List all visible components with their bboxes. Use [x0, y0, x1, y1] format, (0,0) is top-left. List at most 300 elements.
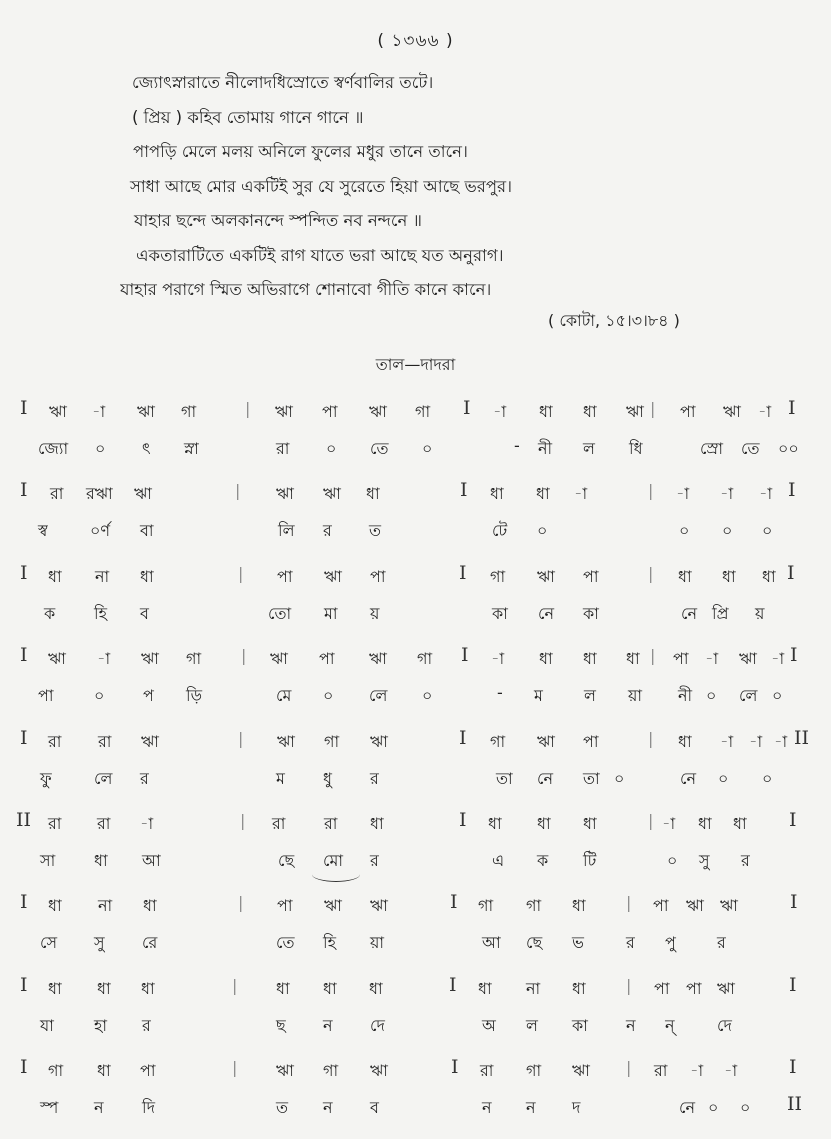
bar-line: I [20, 561, 28, 584]
bar-line: | [232, 975, 238, 995]
lyric-syllable: প্রি [712, 603, 729, 623]
bar-line: | [650, 399, 656, 418]
lyric-syllable: ফু [40, 768, 52, 788]
swara-note: ঋা [134, 484, 152, 504]
lyric-syllable-row [0, 430, 831, 466]
lyric-syllable: মে [276, 686, 292, 706]
lyric-syllable: র [370, 768, 379, 788]
swara-note: ধা [276, 978, 290, 998]
lyric-syllable: রা [276, 439, 290, 458]
lyric-syllable: ন্ [665, 1015, 675, 1035]
lyric-syllable-row [0, 595, 831, 631]
swara-note: গা [324, 731, 340, 751]
lyric-line: যাহার পরাগে স্মিত অভিরাগে শোনাবো গীতি কানে কানে। [120, 280, 492, 299]
lyric-syllable: ০ [679, 521, 690, 541]
swara-note: পা [277, 896, 293, 916]
swara-note: রা [48, 731, 62, 751]
swara-note: পা [277, 566, 293, 586]
lyric-syllable: ০ [614, 768, 625, 788]
swara-note: ঋা [626, 402, 644, 421]
swara-note: ধা [537, 813, 551, 833]
swara-note: ঋা [717, 978, 735, 998]
bar-line: I [460, 479, 468, 502]
bar-line: I [790, 644, 798, 667]
lyric-syllable: র [717, 933, 726, 953]
lyric-syllable: নে [680, 768, 697, 788]
bar-line: | [238, 893, 244, 913]
swara-note: ঋা [48, 649, 66, 669]
lyric-syllable: প [143, 686, 154, 706]
lyric-syllable: ০ [667, 850, 678, 870]
slur-mark [312, 867, 360, 882]
lyric-syllable: ক [44, 603, 56, 623]
swara-note: গা [417, 649, 433, 669]
swara-note: রা [48, 813, 62, 833]
swara-note: -া [724, 1061, 738, 1081]
lyric-syllable: দে [717, 1015, 732, 1035]
lyric-syllable-row [0, 677, 831, 713]
swara-note: ঋা [141, 731, 159, 751]
bar-line: | [650, 646, 656, 666]
swara-note: পা [686, 978, 702, 998]
swara-note: ঋা [572, 1061, 590, 1081]
notation-staff [0, 558, 831, 640]
swara-note: -া [774, 731, 788, 751]
lyric-syllable: বা [140, 521, 154, 541]
bar-line: I [461, 644, 469, 667]
swara-note: ঋা [686, 896, 704, 916]
lyric-syllable: র [323, 521, 332, 541]
lyric-syllable: ০ [94, 686, 105, 706]
lyric-syllable: ব [370, 1098, 379, 1118]
lyric-syllable: য় [755, 603, 765, 623]
swara-note: ঋা [270, 649, 288, 669]
bar-line: | [626, 975, 632, 995]
lyric-syllable: এ [492, 850, 505, 870]
lyric-syllable: ০র্ণ [90, 521, 111, 541]
lyric-syllable: ব [140, 603, 149, 623]
swara-note: ঋা [370, 1061, 388, 1081]
swara-note: ধা [323, 978, 337, 998]
swara-note: পা [654, 978, 670, 998]
bar-line: I [788, 479, 796, 502]
lyric-syllable: য় [370, 603, 380, 623]
lyric-syllable: ল [583, 439, 595, 458]
lyric-syllable: নে [681, 603, 698, 623]
lyric-syllable: কা [583, 603, 599, 623]
lyric-syllable: ন [482, 1098, 492, 1118]
swara-note: -া [92, 402, 106, 421]
lyric-syllable: ০ [722, 521, 733, 541]
lyric-syllable: র [741, 850, 750, 870]
lyric-syllable: ছে [278, 850, 295, 870]
swara-note: ধা [48, 566, 62, 586]
lyric-syllable: য়া [628, 686, 643, 706]
swara-note: রা [50, 484, 64, 504]
bar-line: | [648, 810, 654, 830]
lyric-syllable: স্রো [700, 439, 723, 458]
lyric-syllable: আ [142, 850, 161, 870]
swara-note: গা [490, 566, 506, 586]
bar-line: I [789, 973, 797, 996]
lyric-syllable: তা [496, 768, 513, 788]
notation-staff [0, 640, 831, 722]
swara-note: গা [48, 1061, 64, 1081]
swara-note: পা [653, 896, 669, 916]
bar-line: | [648, 563, 654, 583]
lyric-syllable-row [0, 842, 831, 878]
swara-note: না [98, 896, 113, 916]
swara-row [0, 475, 831, 511]
lyric-syllable: ০ [326, 439, 337, 458]
lyric-syllable: লে [739, 686, 758, 706]
swara-note: ঋা [277, 731, 295, 751]
swara-note: রা [98, 731, 112, 751]
lyric-syllable: নী [678, 686, 693, 706]
swara-note: রঋা [86, 484, 113, 504]
lyric-syllable: ০ [706, 686, 717, 706]
swara-note: ঋা [720, 896, 738, 916]
lyric-syllable: ম [534, 686, 543, 706]
bar-line: | [238, 563, 244, 583]
swara-note: -া [771, 649, 785, 669]
lyric-syllable: ০ [422, 439, 433, 458]
lyric-syllable: লে [369, 686, 388, 706]
bar-line: I [459, 808, 467, 831]
swara-note: -া [720, 484, 734, 504]
lyric-syllable: অ [482, 1015, 496, 1035]
lyric-line: ( প্রিয় ) কহিব তোমায় গানে গানে ॥ [132, 107, 364, 127]
lyric-syllable: ০ [762, 521, 773, 541]
lyric-syllable: ম [276, 768, 285, 788]
swara-note: ধা [626, 649, 640, 669]
bar-line: I [787, 561, 795, 584]
bar-line: | [626, 893, 632, 913]
swara-note: ঋা [739, 649, 757, 669]
swara-note: পা [583, 731, 599, 751]
lyric-line: পাপড়ি মেলে মলয় অনিলে ফুলের মধুর তানে তানে। [133, 142, 468, 161]
lyric-syllable: ল [584, 686, 596, 706]
swara-note: রা [480, 1061, 494, 1081]
bar-line: I [449, 973, 457, 996]
swara-note: ধা [490, 484, 504, 504]
lyric-syllable: তে [741, 439, 760, 458]
lyric-line: সাধা আছে মোর একটিই সুর যে সুরেতে হিয়া আছে ভরপুর। [130, 176, 513, 196]
lyric-syllable: য়া [370, 933, 385, 953]
swara-note: ধা [583, 402, 597, 421]
lyric-syllable: ০ [422, 686, 433, 706]
bar-line: I [20, 644, 28, 667]
lyric-syllable: ড়ি [186, 686, 203, 706]
lyric-syllable: ক [537, 850, 549, 870]
swara-note: পা [583, 566, 599, 586]
swara-note: ধা [48, 896, 62, 916]
lyric-syllable: তে [276, 933, 295, 953]
swara-note: -া [720, 731, 734, 751]
swara-note: ঋা [537, 731, 555, 751]
lyric-syllable: ন [323, 1098, 333, 1118]
swara-note: ধা [583, 649, 597, 669]
lyric-syllable: টি [583, 850, 597, 870]
notation-staff [0, 970, 831, 1052]
swara-note: পা [680, 402, 696, 421]
lyric-syllable: মো [323, 850, 344, 870]
bar-line: I [790, 891, 798, 914]
swara-note: পা [370, 566, 386, 586]
swara-note: ধা [141, 978, 155, 998]
swara-note: ধা [572, 978, 586, 998]
bar-line: I [20, 479, 28, 502]
lyric-syllable: নে [538, 603, 555, 623]
lyric-syllable: কা [572, 1015, 588, 1035]
swara-note: ধা [539, 649, 553, 669]
bar-line: | [235, 481, 241, 501]
swara-note: ঋা [323, 484, 341, 504]
swara-note: -া [690, 1061, 704, 1081]
bar-line: I [20, 973, 28, 996]
swara-note: ঋা [370, 896, 388, 916]
swara-row [0, 558, 831, 594]
lyric-syllable: ০ [537, 521, 548, 541]
swara-note: ধা [97, 978, 111, 998]
swara-note: ঋা [276, 484, 294, 504]
swara-note: গা [323, 1061, 339, 1081]
lyric-syllable-row [0, 512, 831, 548]
lyric-syllable: ত [276, 1098, 289, 1118]
swara-row [0, 723, 831, 759]
lyric-syllable: ন [626, 1015, 636, 1035]
date-attribution: ( কোটা, ১৫।৩।৮৪ ) [548, 311, 680, 330]
lyric-syllable: ০ [772, 686, 783, 706]
swara-note: রা [97, 813, 111, 833]
lyric-syllable: লে [94, 768, 113, 788]
lyric-syllable: দ [572, 1098, 581, 1118]
lyric-syllable-row [0, 1007, 831, 1043]
swara-note: গা [490, 731, 506, 751]
lyric-syllable: যা [40, 1015, 54, 1035]
lyric-syllable: ত [369, 521, 382, 541]
bar-line: | [648, 728, 654, 748]
swara-note: রা [654, 1061, 668, 1081]
bar-line: | [240, 810, 246, 830]
bar-line: I [463, 397, 471, 419]
swara-note: ঋা [369, 649, 387, 669]
lyric-syllable: নী [538, 439, 553, 458]
lyric-syllable: র [370, 850, 379, 870]
swara-note: গা [186, 649, 202, 669]
bar-line: | [238, 728, 244, 748]
lyric-syllable: ধি [629, 439, 643, 458]
lyric-syllable: দি [142, 1098, 155, 1118]
swara-note: গা [526, 1061, 542, 1081]
lyric-syllable: ভ [572, 933, 584, 953]
lyric-syllable: ০০ [778, 439, 799, 458]
swara-note: পা [140, 1061, 156, 1081]
swara-row [0, 1052, 831, 1088]
bar-line: I [459, 561, 467, 584]
bar-line: I [451, 1056, 459, 1079]
lyric-syllable: রে [142, 933, 158, 953]
bar-line: II [16, 808, 32, 831]
lyric-syllable: কা [492, 603, 508, 623]
notation-staff [0, 1052, 831, 1134]
bar-line: | [245, 399, 251, 418]
lyric-syllable: ল [526, 1015, 538, 1035]
lyric-syllable: ধু [323, 768, 332, 788]
lyric-syllable: নে [537, 768, 554, 788]
lyric-syllable: টে [492, 521, 508, 541]
lyric-syllable: ৎ [142, 439, 151, 458]
taal-heading: তাল—দাদরা [375, 355, 456, 374]
bar-line: I [20, 1056, 28, 1079]
swara-note: ধা [678, 731, 692, 751]
lyric-line: জ্যোৎস্নারাতে নীলোদধিস্রোতে স্বর্ণবালির তটে। [132, 73, 434, 92]
swara-row [0, 640, 831, 676]
lyric-line: যাহার ছন্দে অলকানন্দে স্পন্দিত নব নন্দনে ॥ [134, 211, 422, 230]
bar-line: | [232, 1058, 238, 1078]
swara-note: ধা [140, 566, 154, 586]
swara-note: ঋা [49, 402, 67, 421]
notation-staff [0, 887, 831, 969]
lyric-syllable: সা [40, 850, 56, 870]
swara-note: ঋা [369, 402, 387, 421]
bar-line: I [459, 726, 467, 749]
swara-note: ধা [762, 566, 776, 586]
lyric-syllable: ন [94, 1098, 104, 1118]
swara-row [0, 887, 831, 923]
bar-line: I [789, 1056, 797, 1079]
lyric-syllable: ন [526, 1098, 536, 1118]
lyric-syllable: তো [268, 603, 292, 623]
swara-note: -া [749, 731, 763, 751]
swara-note: পা [319, 649, 335, 669]
lyric-syllable: সু [94, 933, 105, 953]
swara-note: -া [97, 649, 111, 669]
lyrics-block [120, 66, 760, 308]
swara-note: ঋা [276, 1061, 294, 1081]
bar-line: | [241, 646, 247, 666]
bar-line: I [20, 891, 28, 914]
lyric-syllable: ০ [740, 1098, 751, 1118]
swara-note: ধা [97, 1061, 111, 1081]
swara-note: গা [181, 402, 197, 421]
swara-note: পা [322, 402, 338, 421]
bar-line: I [450, 891, 458, 914]
page-number: ( ১৩৬৬ ) [377, 31, 454, 51]
swara-note: -া [758, 402, 772, 421]
swara-row [0, 970, 831, 1006]
lyric-syllable: ছ [276, 1015, 286, 1035]
swara-note: -া [574, 484, 588, 504]
swara-note: -া [759, 484, 773, 504]
lyric-syllable: মা [324, 603, 338, 623]
swara-note: রা [272, 813, 286, 833]
swara-note: ঋা [141, 649, 159, 669]
bar-line: I [20, 726, 28, 749]
bar-line: | [626, 1058, 632, 1078]
lyric-syllable: স্ব [38, 521, 48, 541]
lyric-syllable: তে [370, 439, 389, 458]
lyric-syllable: র [140, 768, 149, 788]
swara-note: গা [478, 896, 494, 916]
swara-note: ধা [572, 896, 586, 916]
lyric-syllable: স্প [40, 1098, 59, 1118]
swara-note: ঋা [537, 566, 555, 586]
swara-row [0, 805, 831, 841]
lyric-syllable: সে [40, 933, 58, 953]
swara-note: পা [673, 649, 689, 669]
swara-note: ধা [48, 978, 62, 998]
swara-note: ঋা [275, 402, 293, 421]
swara-note: ধা [536, 484, 550, 504]
swara-note: রা [324, 813, 338, 833]
lyric-syllable: হি [94, 603, 107, 623]
bar-line: II [794, 726, 810, 749]
lyric-syllable: ০ [708, 1098, 719, 1118]
lyric-syllable: হা [94, 1015, 108, 1035]
lyric-syllable: ০ [762, 768, 773, 788]
lyric-syllable-row [0, 1089, 831, 1125]
lyric-syllable: ধা [94, 850, 108, 870]
swara-note: ধা [488, 813, 502, 833]
lyric-line: একতারাটিতে একটিই রাগ যাতে ভরা আছে যত অনুরাগ। [136, 245, 504, 265]
lyric-syllable: ০ [323, 686, 334, 706]
lyric-syllable: দে [370, 1015, 385, 1035]
bar-line: I [20, 397, 28, 419]
swara-note: ঋা [370, 731, 388, 751]
lyric-syllable: - [514, 436, 520, 455]
lyric-syllable: ন [323, 1015, 333, 1035]
swara-note: -া [491, 649, 505, 669]
notation-staff [0, 475, 831, 557]
swara-note: -া [676, 484, 690, 504]
notation-table [0, 393, 831, 1135]
lyric-syllable: - [497, 683, 503, 703]
swara-note: ধা [366, 484, 380, 504]
swara-note: ধা [678, 566, 692, 586]
swara-note: -া [662, 813, 676, 833]
swara-note: গা [415, 402, 431, 421]
swara-note: ধা [369, 978, 383, 998]
swara-note: ধা [478, 978, 492, 998]
swara-note: না [95, 566, 110, 586]
swara-note: ধা [698, 813, 712, 833]
bar-line: I [788, 397, 796, 419]
lyric-syllable: ০ [95, 439, 106, 458]
notation-staff [0, 393, 831, 475]
bar-line: I [789, 808, 797, 831]
swara-note: -া [493, 402, 507, 421]
swara-note: ধা [733, 813, 747, 833]
lyric-syllable: স্না [184, 439, 199, 458]
swara-note: ধা [370, 813, 384, 833]
swara-note: না [526, 978, 541, 998]
bar-line: | [648, 481, 654, 501]
lyric-syllable: পু [665, 933, 676, 953]
lyric-syllable: ০ [718, 768, 729, 788]
swara-note: ধা [583, 813, 597, 833]
swara-note: ধা [722, 566, 736, 586]
swara-note: -া [140, 813, 154, 833]
lyric-syllable-row [0, 760, 831, 796]
lyric-syllable: তা [583, 768, 600, 788]
lyric-syllable: লি [278, 521, 295, 541]
swara-row [0, 393, 831, 429]
notation-staff [0, 805, 831, 887]
swara-note: ধা [143, 896, 157, 916]
swara-note: ঋা [324, 566, 342, 586]
lyric-syllable: হি [323, 933, 336, 953]
